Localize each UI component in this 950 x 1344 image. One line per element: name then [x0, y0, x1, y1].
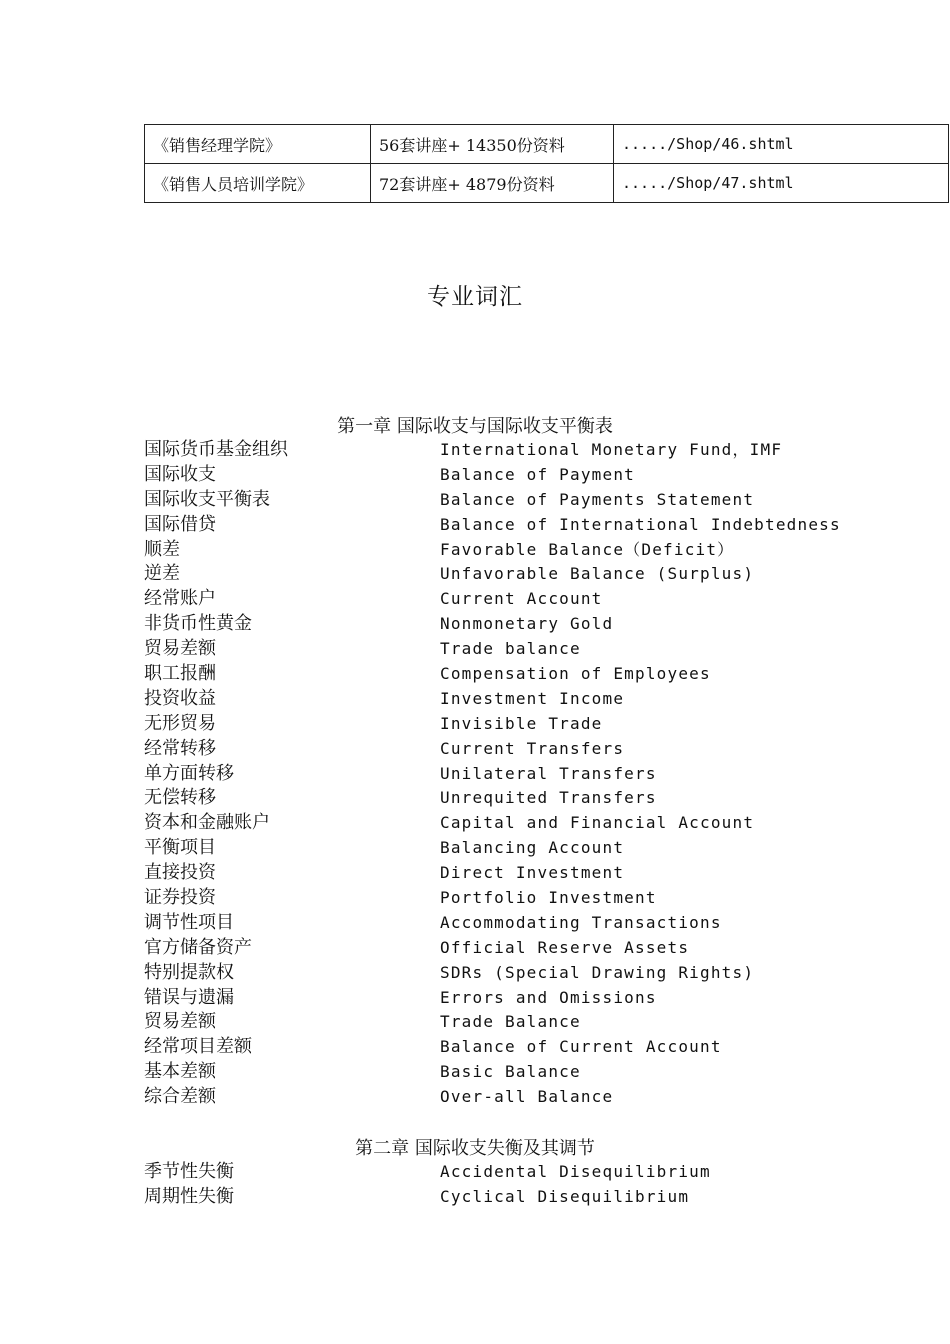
vocab-row	[144, 737, 924, 762]
term-english: Balance of Current Account	[440, 1037, 722, 1057]
term-chinese: 经常转移	[144, 737, 216, 759]
vocab-row	[144, 1010, 924, 1035]
term-english: Basic Balance	[440, 1062, 581, 1082]
term-english: Capital and Financial Account	[440, 813, 755, 833]
term-english: Official Reserve Assets	[440, 937, 690, 957]
vocab-row	[144, 886, 924, 911]
term-chinese: 平衡项目	[144, 837, 216, 859]
vocab-row	[144, 463, 924, 488]
vocab-row	[144, 861, 924, 886]
vocab-row	[144, 1185, 924, 1210]
term-chinese: 投资收益	[144, 687, 216, 709]
vocab-row	[144, 911, 924, 936]
vocab-row	[144, 712, 924, 737]
course-link[interactable]: ...../Shop/46.shtml	[614, 125, 949, 164]
term-english: Trade balance	[440, 639, 581, 659]
term-chinese: 顺差	[144, 538, 180, 560]
vocab-row	[144, 513, 924, 538]
term-english: Nonmonetary Gold	[440, 614, 614, 634]
vocab-row	[144, 612, 924, 637]
term-chinese: 贸易差额	[144, 638, 216, 660]
term-chinese: 国际收支	[144, 463, 216, 485]
chapter-title: 第二章 国际收支失衡及其调节	[355, 1138, 595, 1159]
course-link[interactable]: ...../Shop/47.shtml	[614, 164, 949, 203]
term-english: Direct Investment	[440, 863, 625, 883]
term-english: Current Transfers	[440, 738, 625, 758]
table-row	[145, 164, 949, 203]
term-chinese: 单方面转移	[144, 762, 234, 784]
term-english: International Monetary Fund，IMF	[440, 440, 783, 459]
vocab-row	[144, 986, 924, 1011]
vocab-row	[144, 538, 924, 563]
term-chinese: 非货币性黄金	[144, 613, 252, 635]
term-chinese: 特别提款权	[144, 961, 234, 983]
term-chinese: 季节性失衡	[144, 1161, 234, 1182]
term-english: Over-all Balance	[440, 1087, 614, 1107]
term-english: Balance of Payment	[440, 464, 635, 484]
term-chinese: 资本和金融账户	[144, 812, 270, 834]
vocab-row	[144, 811, 924, 836]
vocab-row	[144, 1160, 924, 1185]
term-chinese: 经常账户	[144, 588, 216, 610]
vocab-row	[144, 438, 924, 463]
term-english: Investment Income	[440, 688, 625, 708]
term-chinese: 经常项目差额	[144, 1036, 252, 1058]
vocab-row	[144, 762, 924, 787]
vocab-row	[144, 587, 924, 612]
term-english: Cyclical Disequilibrium	[440, 1186, 690, 1206]
term-chinese: 国际借贷	[144, 513, 216, 535]
term-chinese: 国际货币基金组织	[144, 439, 288, 460]
term-english: Current Account	[440, 589, 603, 609]
term-english: Trade Balance	[440, 1012, 581, 1032]
vocab-row	[144, 687, 924, 712]
vocab-row	[144, 1035, 924, 1060]
term-english: SDRs (Special Drawing Rights)	[440, 962, 755, 982]
term-chinese: 综合差额	[144, 1086, 216, 1108]
term-english: Balance of Payments Statement	[440, 489, 755, 509]
resource-table	[144, 124, 949, 203]
term-english: Unrequited Transfers	[440, 788, 657, 808]
term-english: Favorable Balance（Deficit）	[440, 539, 735, 559]
vocab-list	[144, 1160, 924, 1210]
vocab-row	[144, 786, 924, 811]
term-english: Balance of International Indebtedness	[440, 514, 841, 534]
course-name: 《销售人员培训学院》	[145, 164, 371, 203]
term-english: Compensation of Employees	[440, 664, 711, 684]
term-chinese: 无形贸易	[144, 712, 216, 734]
vocab-row	[144, 1085, 924, 1110]
term-chinese: 贸易差额	[144, 1011, 216, 1033]
term-chinese: 职工报酬	[144, 663, 216, 685]
course-name: 《销售经理学院》	[145, 125, 371, 164]
term-chinese: 周期性失衡	[144, 1185, 234, 1207]
course-content: 72套讲座+ 4879份资料	[371, 164, 614, 203]
term-chinese: 错误与遗漏	[144, 986, 234, 1008]
chapter-title: 第一章 国际收支与国际收支平衡表	[337, 416, 613, 437]
vocab-row	[144, 1060, 924, 1085]
vocab-row	[144, 662, 924, 687]
term-english: Invisible Trade	[440, 713, 603, 733]
term-chinese: 逆差	[144, 563, 180, 585]
vocab-row	[144, 562, 924, 587]
term-chinese: 调节性项目	[144, 911, 234, 933]
term-english: Accidental Disequilibrium	[440, 1162, 711, 1181]
term-english: Portfolio Investment	[440, 888, 657, 908]
course-content: 56套讲座+ 14350份资料	[371, 125, 614, 164]
vocab-row	[144, 637, 924, 662]
term-english: Unfavorable Balance (Surplus)	[440, 564, 755, 584]
term-english: Errors and Omissions	[440, 987, 657, 1007]
term-chinese: 直接投资	[144, 862, 216, 884]
term-chinese: 基本差额	[144, 1061, 216, 1083]
vocab-row	[144, 836, 924, 861]
vocab-list	[144, 438, 924, 1110]
vocab-row	[144, 961, 924, 986]
term-chinese: 无偿转移	[144, 787, 216, 809]
page-title: 专业词汇	[427, 284, 523, 310]
vocab-row	[144, 488, 924, 513]
term-chinese: 证券投资	[144, 887, 216, 909]
term-chinese: 国际收支平衡表	[144, 488, 270, 510]
table-row	[145, 125, 949, 164]
term-chinese: 官方储备资产	[144, 936, 252, 958]
term-english: Balancing Account	[440, 838, 625, 858]
term-english: Unilateral Transfers	[440, 763, 657, 783]
term-english: Accommodating Transactions	[440, 912, 722, 932]
vocab-row	[144, 936, 924, 961]
